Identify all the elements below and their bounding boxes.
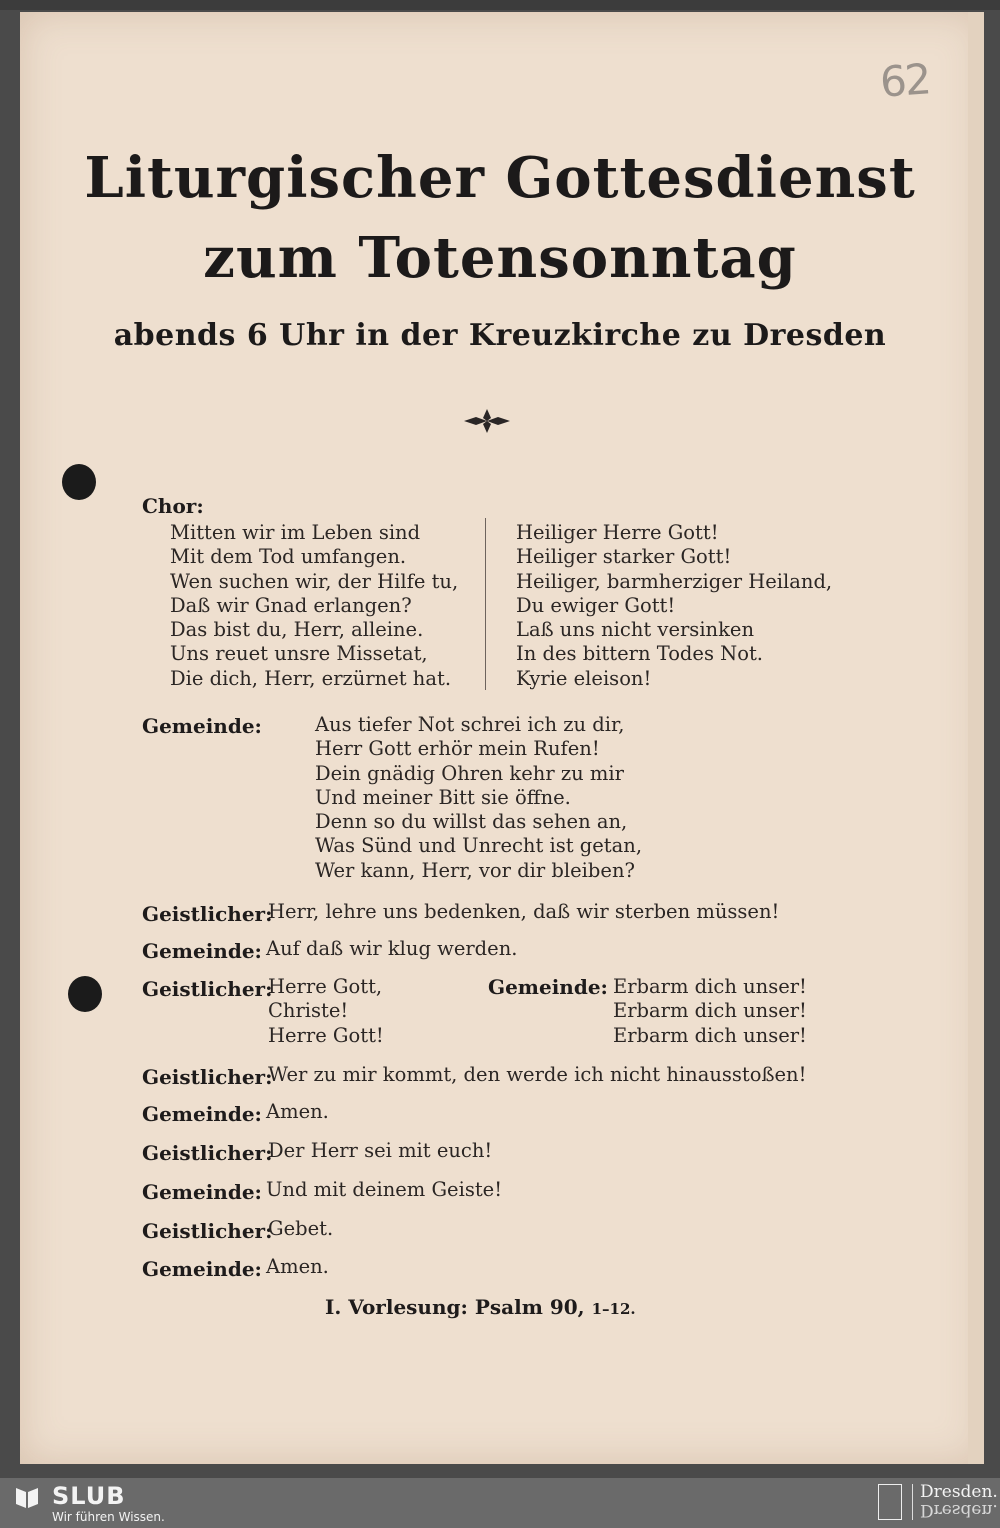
kyrie-response: Erbarm dich unser! [613, 999, 807, 1023]
reading-heading [325, 1295, 636, 1319]
kyrie-geistlicher [268, 975, 384, 1048]
geistlicher-label: Geistlicher: [142, 902, 273, 926]
chor-right-line: Du ewiger Gott! [516, 593, 676, 617]
gemeinde-label: Gemeinde: [142, 939, 262, 963]
liturgy-text: Wer zu mir kommt, den werde ich nicht hinausstoßen! [268, 1063, 807, 1086]
hymn-line: Und meiner Bitt sie öffne. [315, 785, 571, 809]
hymn-line: Wer kann, Herr, vor dir bleiben? [315, 858, 635, 882]
geistlicher-label: Geistlicher: [142, 1219, 273, 1243]
chor-right-line: Heiliger Herre Gott! [516, 521, 719, 544]
chor-right-line: Heiliger starker Gott! [516, 545, 732, 569]
hymn-line: Denn so du willst das sehen an, [315, 810, 628, 834]
hymn-line: Dein gnädig Ohren kehr zu mir [315, 761, 624, 785]
chor-right-column [516, 521, 832, 691]
chor-left-line: Uns reuet unsre Missetat, [170, 642, 428, 666]
chor-left-line: Daß wir Gnad erlangen? [170, 593, 412, 617]
geistlicher-label: Geistlicher: [142, 977, 273, 1001]
liturgy-text: Der Herr sei mit euch! [268, 1139, 493, 1162]
gemeinde-hymn [315, 713, 642, 883]
liturgy-text: Gebet. [268, 1217, 334, 1240]
reading-label: I. Vorlesung: Psalm 90, [325, 1295, 585, 1319]
chor-left-line: Das bist du, Herr, alleine. [170, 618, 424, 642]
geistlicher-label: Geistlicher: [142, 1065, 273, 1089]
reading-range: 1–12. [591, 1300, 636, 1318]
chor-right-line: Kyrie eleison! [516, 666, 652, 690]
kyrie-gemeinde [613, 975, 807, 1048]
chor-left-line: Die dich, Herr, erzürnet hat. [170, 666, 452, 690]
chor-right-line: Heiliger, barmherziger Heiland, [516, 569, 833, 593]
punch-hole [68, 976, 102, 1012]
geistlicher-label: Geistlicher: [142, 1141, 273, 1165]
ornament-icon [462, 406, 512, 436]
gemeinde-label: Gemeinde: [142, 1102, 262, 1126]
chor-left-column [170, 521, 458, 691]
dresden-logo-reflection: Dresden. [920, 1500, 998, 1520]
liturgy-text: Und mit deinem Geiste! [266, 1178, 503, 1201]
dresden-crest-icon [878, 1484, 902, 1520]
slub-brand[interactable]: SLUB [52, 1482, 126, 1510]
liturgy-text: Amen. [266, 1100, 329, 1123]
chor-left-line: Mitten wir im Leben sind [170, 521, 421, 544]
liturgy-text: Auf daß wir klug werden. [266, 937, 518, 960]
column-divider [485, 518, 486, 690]
kyrie-line: Herre Gott, [268, 975, 383, 998]
slub-tagline: Wir führen Wissen. [52, 1510, 165, 1524]
kyrie-response: Erbarm dich unser! [613, 1023, 807, 1047]
subtitle: abends 6 Uhr in der Kreuzkirche zu Dresden [113, 318, 887, 353]
scan-background [0, 0, 1000, 10]
chor-left-line: Mit dem Tod umfangen. [170, 545, 407, 569]
gemeinde-label: Gemeinde: [142, 1257, 262, 1281]
hymn-line: Herr Gott erhör mein Rufen! [315, 737, 600, 761]
chor-right-line: In des bittern Todes Not. [516, 642, 763, 666]
divider [912, 1484, 913, 1520]
gemeinde-label: Gemeinde: [142, 1180, 262, 1204]
chor-right-line: Laß uns nicht versinken [516, 618, 755, 642]
gemeinde-label: Gemeinde: [142, 714, 262, 738]
chor-label: Chor: [142, 494, 204, 518]
kyrie-response: Erbarm dich unser! [613, 975, 807, 998]
hymn-line: Aus tiefer Not schrei ich zu dir, [315, 713, 625, 736]
handwritten-page-number: 62 [878, 54, 932, 107]
title-line-1: Liturgischer Gottesdienst [84, 145, 916, 211]
punch-hole [62, 464, 96, 500]
dresden-logo[interactable]: Dresden. [920, 1482, 998, 1502]
viewer-footer [0, 1478, 1000, 1528]
liturgy-text: Amen. [266, 1255, 329, 1278]
title-line-2: zum Totensonntag [203, 225, 797, 291]
kyrie-line: Herre Gott! [268, 1023, 384, 1047]
chor-left-line: Wen suchen wir, der Hilfe tu, [170, 569, 459, 593]
kyrie-line: Christe! [268, 999, 349, 1023]
hymn-line: Was Sünd und Unrecht ist getan, [315, 834, 643, 858]
liturgy-text: Herr, lehre uns bedenken, daß wir sterben müssen! [268, 900, 780, 923]
slub-logo-icon[interactable] [14, 1484, 40, 1510]
gemeinde-label: Gemeinde: [488, 975, 608, 999]
